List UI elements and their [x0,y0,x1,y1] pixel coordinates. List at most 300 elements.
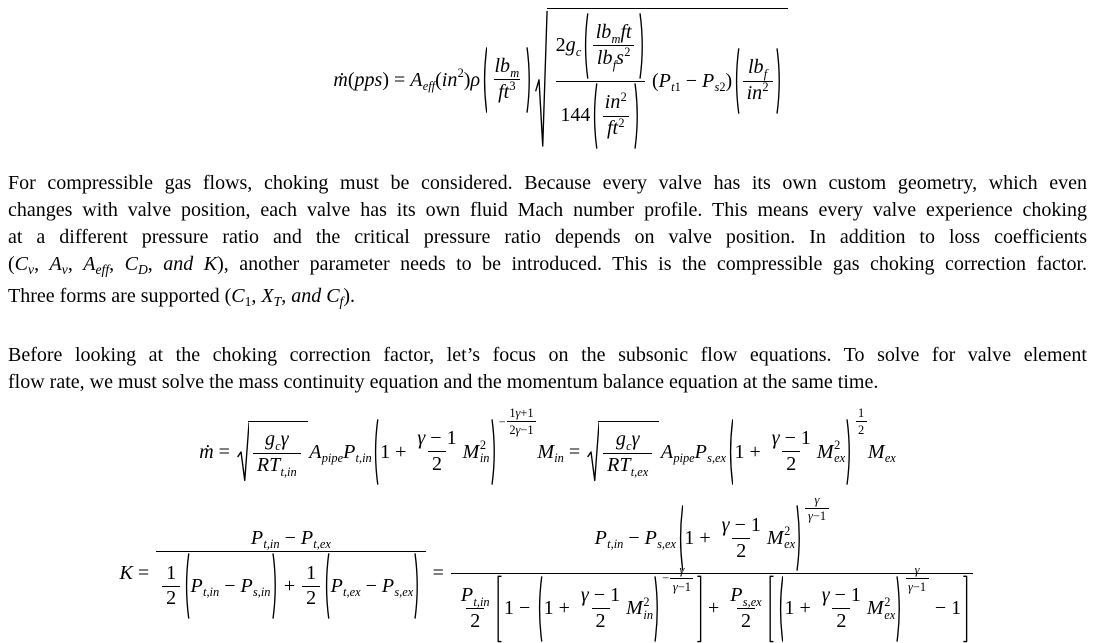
math-fraction [302,561,320,612]
math-text: γ − 1 [771,427,811,450]
math-text: t , in [355,450,372,465]
math-fraction [490,55,523,106]
fence-glyph-icon [777,575,784,643]
math-text: ft [607,117,619,140]
math-text: P [343,440,356,463]
math-subscript [596,21,621,45]
math-text: in [746,82,763,105]
math-text: 1 γ +1 [509,406,534,421]
math-text: − [662,571,670,586]
math-display-mass-continuity [199,406,896,486]
math-subscript [566,34,582,58]
inline-math-subscripted: $A_v$ [49,252,68,277]
fence-glyph-icon [696,575,703,643]
math-text: γ − 1 [580,583,621,606]
math-superscript [605,91,627,115]
math-subscript [461,584,490,608]
text-run: For compressible gas flows, choking must be considered. Because every valve has its own custom geometry, which even [8,171,1087,194]
math-fraction [718,513,765,564]
math-subscript [597,47,616,71]
math-fraction [818,583,865,634]
math-text: γ −1 [672,579,691,594]
math-text: t , in [280,464,297,479]
fence-glyph-icon [846,418,853,486]
math-text: 2 [784,524,791,539]
math-subscript [494,55,519,79]
math-row [784,583,895,634]
math-text: 1 + [734,440,766,463]
math-script-stack [834,439,845,465]
inline-math: , [251,284,262,307]
math-text: − [680,70,703,93]
math-fraction [856,406,867,438]
math-text: 1 + [543,596,575,619]
math-text: 2 [762,80,769,95]
math-fraction [577,583,624,634]
math-text: γ − 1 [417,427,457,450]
math-row [560,82,641,150]
math-fraction [507,406,536,438]
math-exponent [662,563,694,595]
math-row [503,563,695,643]
math-text: ṁ = [199,440,235,463]
inline-math-subscripted: $C_v$ [14,252,35,277]
math-subscript [331,575,361,599]
math-subscript [269,454,297,478]
math-row [331,575,414,599]
math-text: ex [884,607,896,622]
math-text: ft [498,80,510,103]
paragraph-line [8,251,1087,283]
math-subscript [659,69,681,93]
math-fence [777,575,903,643]
math-row [616,428,640,452]
math-subscript [251,527,280,551]
math-text: s , in [252,585,271,600]
math-row [550,11,783,150]
math-fraction [156,526,426,621]
math-text: A [309,440,322,463]
fence-glyph-icon [768,575,775,643]
math-display-mass-flow-pps [333,8,789,152]
text-run: flow rate, we must solve the mass continuity equation and the momentum balance equation at the same time. [8,370,879,393]
math-text: γ [679,563,685,578]
math-text: M [626,596,643,619]
math-fraction [670,563,693,595]
math-sub-sup [767,525,795,551]
math-text: 2 [618,115,625,130]
math-text: γ [280,428,289,451]
paragraph-line [8,342,1087,369]
math-row [191,575,271,599]
math-fence [677,504,803,572]
math-text: 3 [509,79,516,94]
inline-math-subscripted: $C_f$ [326,284,344,309]
math-text: 2 [836,609,847,632]
math-row [734,427,845,478]
fence-glyph-icon [727,418,734,486]
math-text: 2 [306,587,317,610]
math-text: 1 + [784,596,816,619]
math-exponent [804,493,829,525]
math-text: m [510,65,520,80]
math-text: s , ex [394,585,414,600]
math-text: 2 [736,539,747,562]
math-script-stack [480,439,490,465]
math-text: 2 [457,66,464,81]
math-row [596,21,632,45]
fence-glyph-icon [776,47,783,115]
math-fence [536,575,661,643]
math-subscript [619,454,648,478]
math-superscript [747,82,769,106]
math-text: eff [422,78,436,93]
math-subscript [645,527,676,551]
math-text: = [563,440,586,463]
math-fence [727,418,853,486]
math-text: K = [119,562,155,585]
math-text: R [607,454,620,477]
text-run: changes with valve position, each valve has its own fluid Mach number profile. This means every valve experience choking [8,198,1087,221]
math-fraction [906,563,929,595]
math-fence [183,552,279,620]
math-text: P [658,70,671,93]
math-text: 2 [620,89,627,104]
math-text: 2 [166,587,177,610]
math-text: P [240,574,253,597]
paragraph-line [8,224,1087,251]
math-fraction [451,493,974,643]
math-text: γ −1 [908,579,927,594]
math-superscript [442,68,464,92]
fence-glyph-icon [639,12,646,80]
math-text: in [441,68,458,91]
fence-glyph-icon [526,46,533,114]
math-power [676,493,830,572]
math-text: 2 [884,594,891,609]
inline-math: ( [8,252,15,275]
math-text: 144 [560,104,591,127]
math-text: − [360,574,382,597]
math-text: P [190,574,203,597]
math-text: P [702,70,715,93]
fence-glyph-icon [414,552,421,620]
math-text: M [816,440,834,463]
math-display-momentum-balance-k [119,493,976,643]
fence-glyph-icon [481,46,488,114]
math-subscript [595,527,624,551]
math-text: 1 [306,561,317,584]
math-text: s , ex [742,594,762,609]
math-text: 2 [470,609,481,632]
math-text: A [660,440,674,463]
equation-momentum-balance-k [8,493,1087,643]
fence-glyph-icon [591,82,598,150]
math-text: R [256,454,270,477]
math-subscript [537,440,564,464]
math-text: ṁ ( pps ) = [333,68,411,91]
inline-math: , and [281,284,322,307]
math-text: lb [747,56,764,79]
math-text: 2 [595,609,606,632]
math-text: − [279,526,301,549]
math-text: lb [595,21,612,44]
math-fraction [726,583,765,634]
math-row [594,493,830,572]
math-text: ( [435,68,442,91]
math-fraction [253,428,301,479]
math-exponent [904,563,929,595]
fence-glyph-icon [183,552,190,620]
math-superscript [616,47,630,71]
math-subscript [748,56,767,80]
math-text: 2 [431,452,442,475]
math-text: γ [631,428,640,451]
fence-glyph-icon [491,418,498,486]
inline-math-subscripted: $C_1$ [231,284,252,309]
math-script-stack [884,596,895,622]
inline-subscript: v [61,261,68,277]
math-text: T [619,454,631,477]
math-fence [372,418,497,486]
math-subscript [343,440,372,464]
math-fraction [457,583,494,634]
math-subscript [265,428,281,452]
math-fraction [552,11,650,150]
math-power [726,406,868,486]
math-fraction [805,493,828,525]
math-sqrt [237,421,308,483]
math-script-stack [643,596,653,622]
math-text: c [626,439,632,454]
math-text: ex [784,537,796,552]
fence-glyph-icon [372,418,379,486]
math-row [662,563,694,595]
math-fence [323,552,421,620]
math-text: γ − 1 [721,513,761,536]
math-subscript [301,527,331,551]
math-row [455,563,970,643]
inline-math-subscripted: $A_{eff}$ [83,252,110,277]
math-sub-sup [817,439,845,465]
paragraph-line [8,283,1087,315]
math-row [265,428,289,452]
math-row [544,583,653,634]
math-text: t , in [263,537,280,552]
math-text: − [623,526,645,549]
math-text: ex [834,450,846,465]
math-text: M [462,440,480,463]
math-text: pipe [321,450,344,465]
math-text: ( [651,70,659,93]
math-row [597,47,630,71]
inline-subscript: D [137,261,148,277]
math-text: s 2 [714,79,726,94]
math-subscript [240,575,270,599]
math-text: ) [725,70,733,93]
math-text: 2 [786,452,797,475]
math-text: t , in [473,594,490,609]
math-row [257,454,297,478]
math-text: t , in [607,537,624,552]
math-text: 1 − [503,596,536,619]
math-sub-sup [867,596,895,622]
math-text: M [867,440,885,463]
math-fence [733,47,783,115]
math-row [333,8,789,152]
math-text: γ − 1 [821,583,861,606]
math-subscript [730,584,761,608]
math-text: t , ex [343,585,361,600]
fence-glyph-icon [733,47,740,115]
paragraph-line [8,170,1087,197]
math-sub-sup [626,596,653,622]
math-text: g [615,428,626,451]
math-text: pipe [673,450,695,465]
fence-glyph-icon [796,504,803,572]
paragraph-choking [8,170,1087,315]
math-fraction [413,427,460,478]
math-fraction [601,91,631,142]
math-text: lb [596,47,613,70]
math-row [607,454,648,478]
math-text: t , in [202,585,220,600]
math-text: P [250,526,264,549]
math-subscript [868,440,896,464]
math-text: 1 + [684,526,716,549]
inline-subscript: f [339,293,344,309]
fence-glyph-icon [496,575,503,643]
fence-glyph-icon [536,575,543,643]
text-run: at a different pressure ratio and the critical pressure ratio depends on valve position. In addition to loss coefficients [8,225,1087,248]
math-text: ) ρ [463,68,481,91]
paragraph-line [8,369,1087,396]
math-text: c [575,44,582,59]
math-fence [591,82,641,150]
math-text: 2 [643,594,650,609]
math-text: 2 γ −1 [509,422,534,437]
math-row [251,527,331,551]
math-text: P [644,526,657,549]
math-fraction [162,561,180,612]
math-text: in [479,450,490,465]
math-text: 2 [858,422,865,437]
inline-subscript: T [273,293,282,309]
fence-glyph-icon [634,82,641,150]
math-fence [481,46,533,114]
math-text: 1 + [380,440,412,463]
math-text: ex [884,450,896,465]
math-text: P [300,526,314,549]
inline-math: ). [343,284,355,307]
math-subscript [661,440,695,464]
math-superscript [498,81,516,105]
math-sqrt [587,421,660,483]
math-subscript [616,428,632,452]
math-text: P [460,583,474,606]
math-text: 2 [555,34,566,57]
math-power [535,563,694,643]
fence-glyph-icon [272,552,279,620]
math-superscript [607,117,625,141]
inline-math: , and K) [147,252,224,275]
math-subscript [410,68,435,92]
math-text: A [410,68,423,91]
math-text: in [604,91,621,114]
math-text: in [554,450,564,465]
math-text: t , ex [630,464,649,479]
math-sub-sup [463,439,490,465]
text-run: Before looking at the choking correction factor, let’s focus on the subsonic flow equations. To solve for valve element [8,343,1087,366]
math-fraction [768,427,815,478]
inline-math: , [109,252,125,275]
math-fraction [743,56,773,107]
math-power [776,563,930,643]
math-text: P [730,583,743,606]
math-text: = [427,562,449,585]
math-text: − 1 [929,596,962,619]
math-text: 1 [166,561,177,584]
paragraph-line [8,197,1087,224]
fence-glyph-icon [323,552,330,620]
math-text: P [330,574,343,597]
inline-math-subscripted: $X_T$ [261,284,282,309]
inline-math: , [34,252,50,275]
math-text: P [594,526,607,549]
math-fraction [603,428,652,479]
math-text: in [643,607,654,622]
math-row [199,406,896,486]
math-fence [768,563,969,643]
math-text: γ −1 [807,509,827,524]
math-subscript [191,575,220,599]
math-row [160,552,422,620]
fence-glyph-icon [654,575,661,643]
math-text: 1 [858,406,865,421]
math-sqrt [535,8,788,152]
math-text: m [611,31,621,46]
math-row [499,406,538,438]
math-text: γ [814,493,820,508]
math-fraction [592,21,636,72]
math-power [372,406,538,486]
math-text: − [498,414,506,429]
inline-math: ( [224,284,232,307]
math-text: γ [914,563,920,578]
equation-mass-flow-pps [8,2,1087,152]
math-text: P [381,574,395,597]
math-text: − [219,574,241,597]
text-run: , another parameter needs to be introduced. This is the compressible gas choking correction factor. [223,252,1088,275]
inline-subscript: eff [95,261,110,277]
math-text: g [264,428,275,451]
math-text: c [275,439,281,454]
math-text: M [866,596,884,619]
fence-glyph-icon [962,575,969,643]
math-text: 2 [624,45,631,60]
math-row [380,427,489,478]
math-text: t 1 [671,79,681,94]
math-text: T [269,454,281,477]
math-fence [582,12,645,80]
math-row [119,493,976,643]
math-text: 2 [479,437,487,452]
math-exponent [854,406,868,438]
math-text: f [763,67,768,82]
math-script-stack [784,525,795,551]
math-fence [496,563,702,643]
math-subscript [382,575,413,599]
